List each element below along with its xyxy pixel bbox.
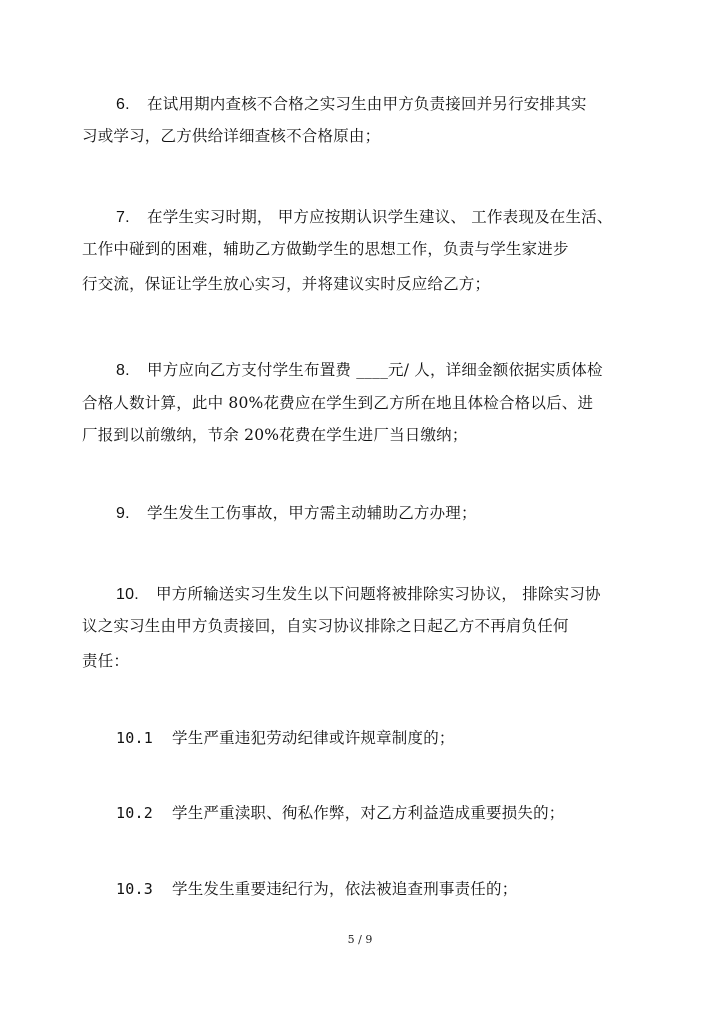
item-text: 习或学习，乙方供给详细查核不合格原由；	[82, 127, 381, 145]
item-number: 9.	[116, 505, 130, 522]
item-8-line-2	[82, 393, 593, 413]
item-text: 厂报到以前缴纳，节余 20%花费在学生进厂当日缴纳；	[82, 426, 468, 444]
item-7-line-3	[82, 274, 490, 294]
item-9-line-1	[116, 503, 477, 524]
subitem-10-3	[116, 879, 517, 899]
item-7-line-1	[116, 207, 613, 228]
item-text: 在试用期内查核不合格之实习生由甲方负责接回并另行安排其实	[147, 95, 587, 113]
item-text: 甲方所输送实习生发生以下问题将被排除实习协议， 排除实习协	[156, 585, 601, 603]
item-text: 学生发生工伤事故，甲方需主动辅助乙方办理；	[147, 504, 477, 522]
item-text: 行交流，保证让学生放心实习，并将建议实时反应给乙方；	[82, 275, 491, 293]
item-7-line-2	[82, 239, 569, 259]
item-10-line-2	[82, 616, 569, 636]
subitem-number: 10.2	[116, 804, 153, 822]
item-10-line-3	[82, 651, 129, 671]
subitem-number: 10.1	[116, 729, 153, 747]
item-number: 10.	[116, 586, 139, 603]
page-number: 5 / 9	[347, 933, 373, 946]
item-10-line-1	[116, 584, 601, 605]
subitem-text: 学生发生重要违纪行为，依法被追查刑事责任的；	[172, 880, 518, 898]
subitem-10-1	[116, 728, 455, 748]
item-text: 工作中碰到的困难，辅助乙方做勤学生的思想工作，负责与学生家进步	[82, 240, 569, 258]
item-text: 责任：	[82, 652, 130, 670]
item-number: 6.	[116, 96, 130, 113]
item-text: 议之实习生由甲方负责接回，自实习协议排除之日起乙方不再肩负任何	[82, 617, 569, 635]
subitem-text: 学生严重渎职、徇私作弊，对乙方利益造成重要损失的；	[172, 804, 565, 822]
item-6-line-2	[82, 126, 380, 146]
item-6-line-1	[116, 94, 587, 115]
item-text: 合格人数计算，此中 80%花费应在学生到乙方所在地且体检合格以后、进	[82, 394, 594, 412]
item-number: 8.	[116, 362, 130, 379]
item-8-line-3	[82, 425, 468, 445]
subitem-10-2	[116, 803, 565, 823]
item-8-line-1	[116, 360, 603, 381]
item-number: 7.	[116, 209, 130, 226]
subitem-text: 学生严重违犯劳动纪律或许规章制度的；	[172, 729, 455, 747]
item-text: 在学生实习时期， 甲方应按期认识学生建议、 工作表现及在生活、	[147, 208, 613, 226]
subitem-number: 10.3	[116, 880, 153, 898]
item-text: 甲方应向乙方支付学生布置费 ____元/ 人，详细金额依据实质体检	[147, 361, 603, 379]
